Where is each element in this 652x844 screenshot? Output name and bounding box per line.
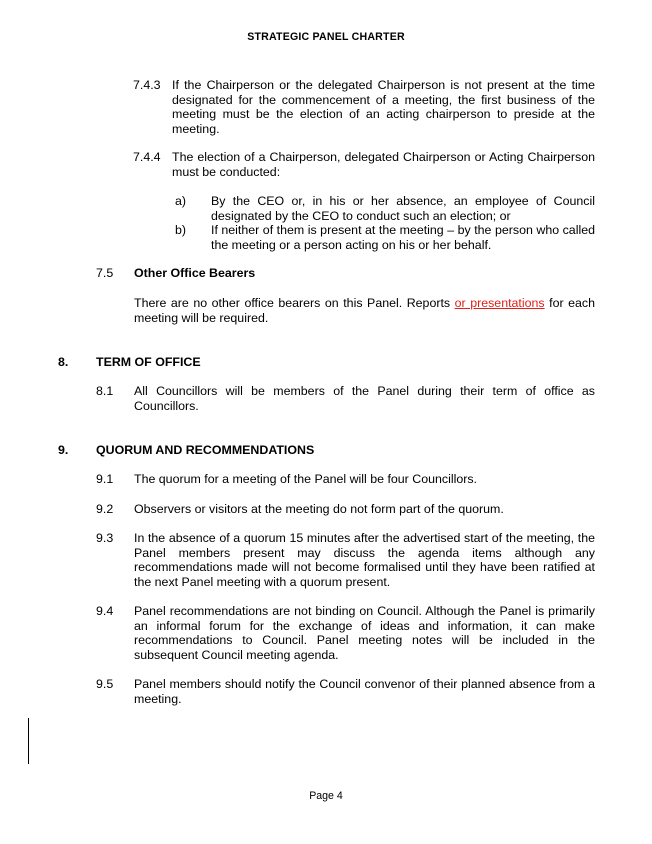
page-header-title: STRATEGIC PANEL CHARTER — [247, 31, 405, 43]
page-number: Page 4 — [309, 790, 343, 802]
clause-text-7-5-before: There are no other office bearers on this Panel. Reports — [134, 296, 455, 310]
section-number-8: 8. — [58, 355, 69, 369]
clause-number-9-5: 9.5 — [96, 677, 114, 691]
list-item-text-a: By the CEO or, in his or her absence, an employee of Council designated by the CEO to conduct such an election; or — [211, 194, 595, 223]
clause-text-9-4: Panel recommendations are not binding on Council. Although the Panel is primarily an informal forum for the exchange of ideas and information, it can make recommendations to Council. Panel meeting notes will be included in the subsequent Council meeting agenda. — [134, 604, 595, 662]
clause-heading-7-5: Other Office Bearers — [134, 266, 256, 280]
clause-text-7-5-after: for each meeting will be required. — [134, 296, 595, 325]
list-item-label-b: b) — [175, 223, 187, 237]
section-heading-8: TERM OF OFFICE — [96, 355, 201, 369]
list-item-label-a: a) — [175, 194, 187, 208]
clause-text-9-5: Panel members should notify the Council convenor of their planned absence from a meeting. — [134, 677, 595, 706]
section-number-9: 9. — [58, 443, 69, 457]
section-heading-9: QUORUM AND RECOMMENDATIONS — [96, 443, 315, 457]
clause-number-9-1: 9.1 — [96, 472, 114, 486]
clause-text-9-2: Observers or visitors at the meeting do not form part of the quorum. — [134, 502, 504, 516]
clause-number-8-1: 8.1 — [96, 384, 114, 398]
list-item-text-b: If neither of them is present at the meeting – by the person who called the meeting or a person acting on his or her behalf. — [211, 223, 595, 252]
clause-text-7-5 — [134, 296, 595, 325]
clause-text-9-1: The quorum for a meeting of the Panel will be four Councillors. — [134, 472, 477, 486]
clause-number-9-3: 9.3 — [96, 531, 114, 545]
clause-number-7-4-3: 7.4.3 — [133, 78, 161, 92]
clause-number-9-2: 9.2 — [96, 502, 114, 516]
clause-number-7-5: 7.5 — [96, 266, 114, 280]
clause-text-8-1: All Councillors will be members of the Panel during their term of office as Councillors. — [134, 384, 595, 413]
clause-text-7-4-4: The election of a Chairperson, delegated Chairperson or Acting Chairperson must be conducted: — [172, 150, 595, 179]
clause-text-9-3: In the absence of a quorum 15 minutes after the advertised start of the meeting, the Panel members present may discuss the agenda items although any recommendations made will not become formalised until they have been ratified at the next Panel meeting with a quorum present. — [134, 531, 595, 589]
presentations-link[interactable]: or presentations — [454, 296, 545, 310]
clause-text-7-4-3: If the Chairperson or the delegated Chairperson is not present at the time designated for the commencement of a meeting, the first business of the meeting must be the election of an acting chairperson to preside at the meeting. — [172, 78, 595, 136]
change-bar-divider — [28, 718, 29, 764]
clause-number-7-4-4: 7.4.4 — [133, 150, 161, 164]
clause-number-9-4: 9.4 — [96, 604, 114, 618]
